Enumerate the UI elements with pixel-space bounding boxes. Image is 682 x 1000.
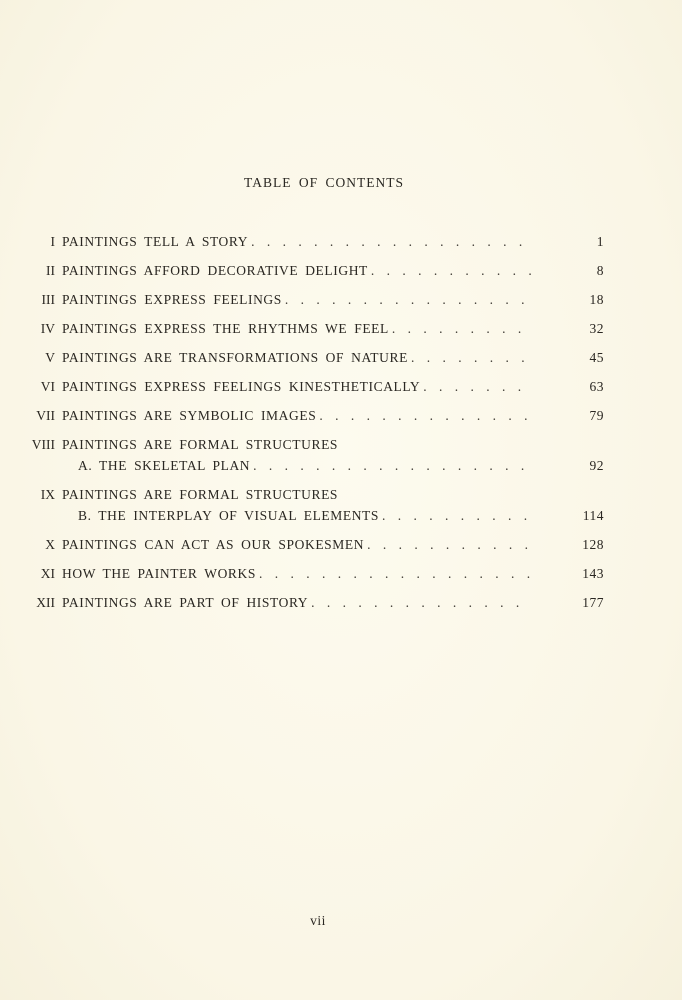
- chapter-title: PAINTINGS EXPRESS FEELINGS KINESTHETICALLY: [62, 379, 421, 394]
- toc-entry: [0, 535, 682, 556]
- toc-entry: [0, 435, 682, 477]
- page-number: 79: [589, 408, 604, 423]
- toc-entry-row: [0, 290, 682, 311]
- chapter-numeral: V: [45, 350, 55, 365]
- toc-entry: [0, 261, 682, 282]
- dot-leader: [282, 292, 532, 308]
- chapter-numeral: VIII: [31, 437, 55, 452]
- toc-entry-row: [0, 348, 682, 369]
- toc-entry-row: [0, 377, 682, 398]
- chapter-numeral: III: [41, 292, 55, 307]
- toc-entry-subrow: [0, 456, 682, 477]
- dot-leader: [248, 234, 532, 250]
- toc-entry: [0, 377, 682, 398]
- toc-entry-row: [0, 319, 682, 340]
- chapter-numeral: XI: [40, 566, 55, 581]
- toc-entry-row: [0, 406, 682, 427]
- dot-leader: [364, 537, 532, 553]
- dot-leader: [308, 595, 532, 611]
- chapter-numeral: II: [46, 263, 55, 278]
- dot-leader: [420, 379, 532, 395]
- toc-entry-row: [0, 232, 682, 253]
- toc-entry: [0, 485, 682, 527]
- toc-line: [78, 508, 532, 524]
- chapter-subtitle: A. THE SKELETAL PLAN: [78, 458, 251, 473]
- page-number: 114: [582, 508, 604, 523]
- chapter-subtitle: B. THE INTERPLAY OF VISUAL ELEMENTS: [78, 508, 380, 523]
- page-number: 63: [589, 379, 604, 394]
- toc-line: [62, 566, 532, 582]
- dot-leader: [316, 408, 532, 424]
- toc-entry: [0, 232, 682, 253]
- toc-entry: [0, 319, 682, 340]
- page-number: 32: [589, 321, 604, 336]
- toc-entry-row: [0, 261, 682, 282]
- toc-entry: [0, 593, 682, 614]
- toc-entry-row: [0, 485, 682, 506]
- toc-line: [62, 263, 532, 279]
- toc-line: [62, 379, 532, 395]
- chapter-title: PAINTINGS EXPRESS FEELINGS: [62, 292, 282, 307]
- toc-entry: [0, 406, 682, 427]
- dot-leader: [368, 263, 532, 279]
- page-number: 18: [589, 292, 604, 307]
- chapter-title: PAINTINGS EXPRESS THE RHYTHMS WE FEEL: [62, 321, 389, 336]
- toc-line: [62, 408, 532, 424]
- chapter-title: PAINTINGS ARE FORMAL STRUCTURES: [62, 437, 339, 452]
- toc-line: [62, 437, 532, 453]
- toc-line: [62, 595, 532, 611]
- dot-leader: [256, 566, 532, 582]
- toc-line: [78, 458, 532, 474]
- chapter-title: PAINTINGS CAN ACT AS OUR SPOKESMEN: [62, 537, 365, 552]
- chapter-numeral: XII: [36, 595, 55, 610]
- chapter-title: HOW THE PAINTER WORKS: [62, 566, 256, 581]
- toc-entry-row: [0, 593, 682, 614]
- chapter-numeral: VII: [36, 408, 55, 423]
- toc-entry-row: [0, 435, 682, 456]
- chapter-title: PAINTINGS ARE SYMBOLIC IMAGES: [62, 408, 317, 423]
- chapter-title: PAINTINGS AFFORD DECORATIVE DELIGHT: [62, 263, 368, 278]
- dot-leader: [379, 508, 532, 524]
- chapter-numeral: VI: [40, 379, 55, 394]
- chapter-numeral: IX: [40, 487, 55, 502]
- chapter-title: PAINTINGS ARE TRANSFORMATIONS OF NATURE: [62, 350, 408, 365]
- chapter-title: PAINTINGS ARE FORMAL STRUCTURES: [62, 487, 339, 502]
- chapter-title: PAINTINGS ARE PART OF HISTORY: [62, 595, 309, 610]
- toc-line: [62, 292, 532, 308]
- toc-line: [62, 234, 532, 250]
- toc-entry-row: [0, 535, 682, 556]
- toc-entry-row: [0, 564, 682, 585]
- toc-line: [62, 350, 532, 366]
- toc-entry: [0, 290, 682, 311]
- dot-leader: [250, 458, 532, 474]
- page-number: 92: [589, 458, 604, 473]
- chapter-numeral: I: [50, 234, 55, 249]
- chapter-title: PAINTINGS TELL A STORY: [62, 234, 249, 249]
- page-number: 8: [596, 263, 604, 278]
- chapter-numeral: IV: [40, 321, 55, 336]
- chapter-numeral: X: [45, 537, 55, 552]
- page-number: 45: [589, 350, 604, 365]
- toc-entry-subrow: [0, 506, 682, 527]
- toc-entry: [0, 348, 682, 369]
- toc-line: [62, 487, 532, 503]
- toc-entry: [0, 564, 682, 585]
- page-title: TABLE OF CONTENTS: [244, 175, 404, 190]
- toc-line: [62, 537, 532, 553]
- page-number: 143: [582, 566, 604, 581]
- dot-leader: [389, 321, 532, 337]
- page-number: 1: [596, 234, 604, 249]
- toc-line: [62, 321, 532, 337]
- page-number: 128: [582, 537, 604, 552]
- page-number: 177: [582, 595, 604, 610]
- page-folio: vii: [310, 913, 326, 928]
- dot-leader: [408, 350, 532, 366]
